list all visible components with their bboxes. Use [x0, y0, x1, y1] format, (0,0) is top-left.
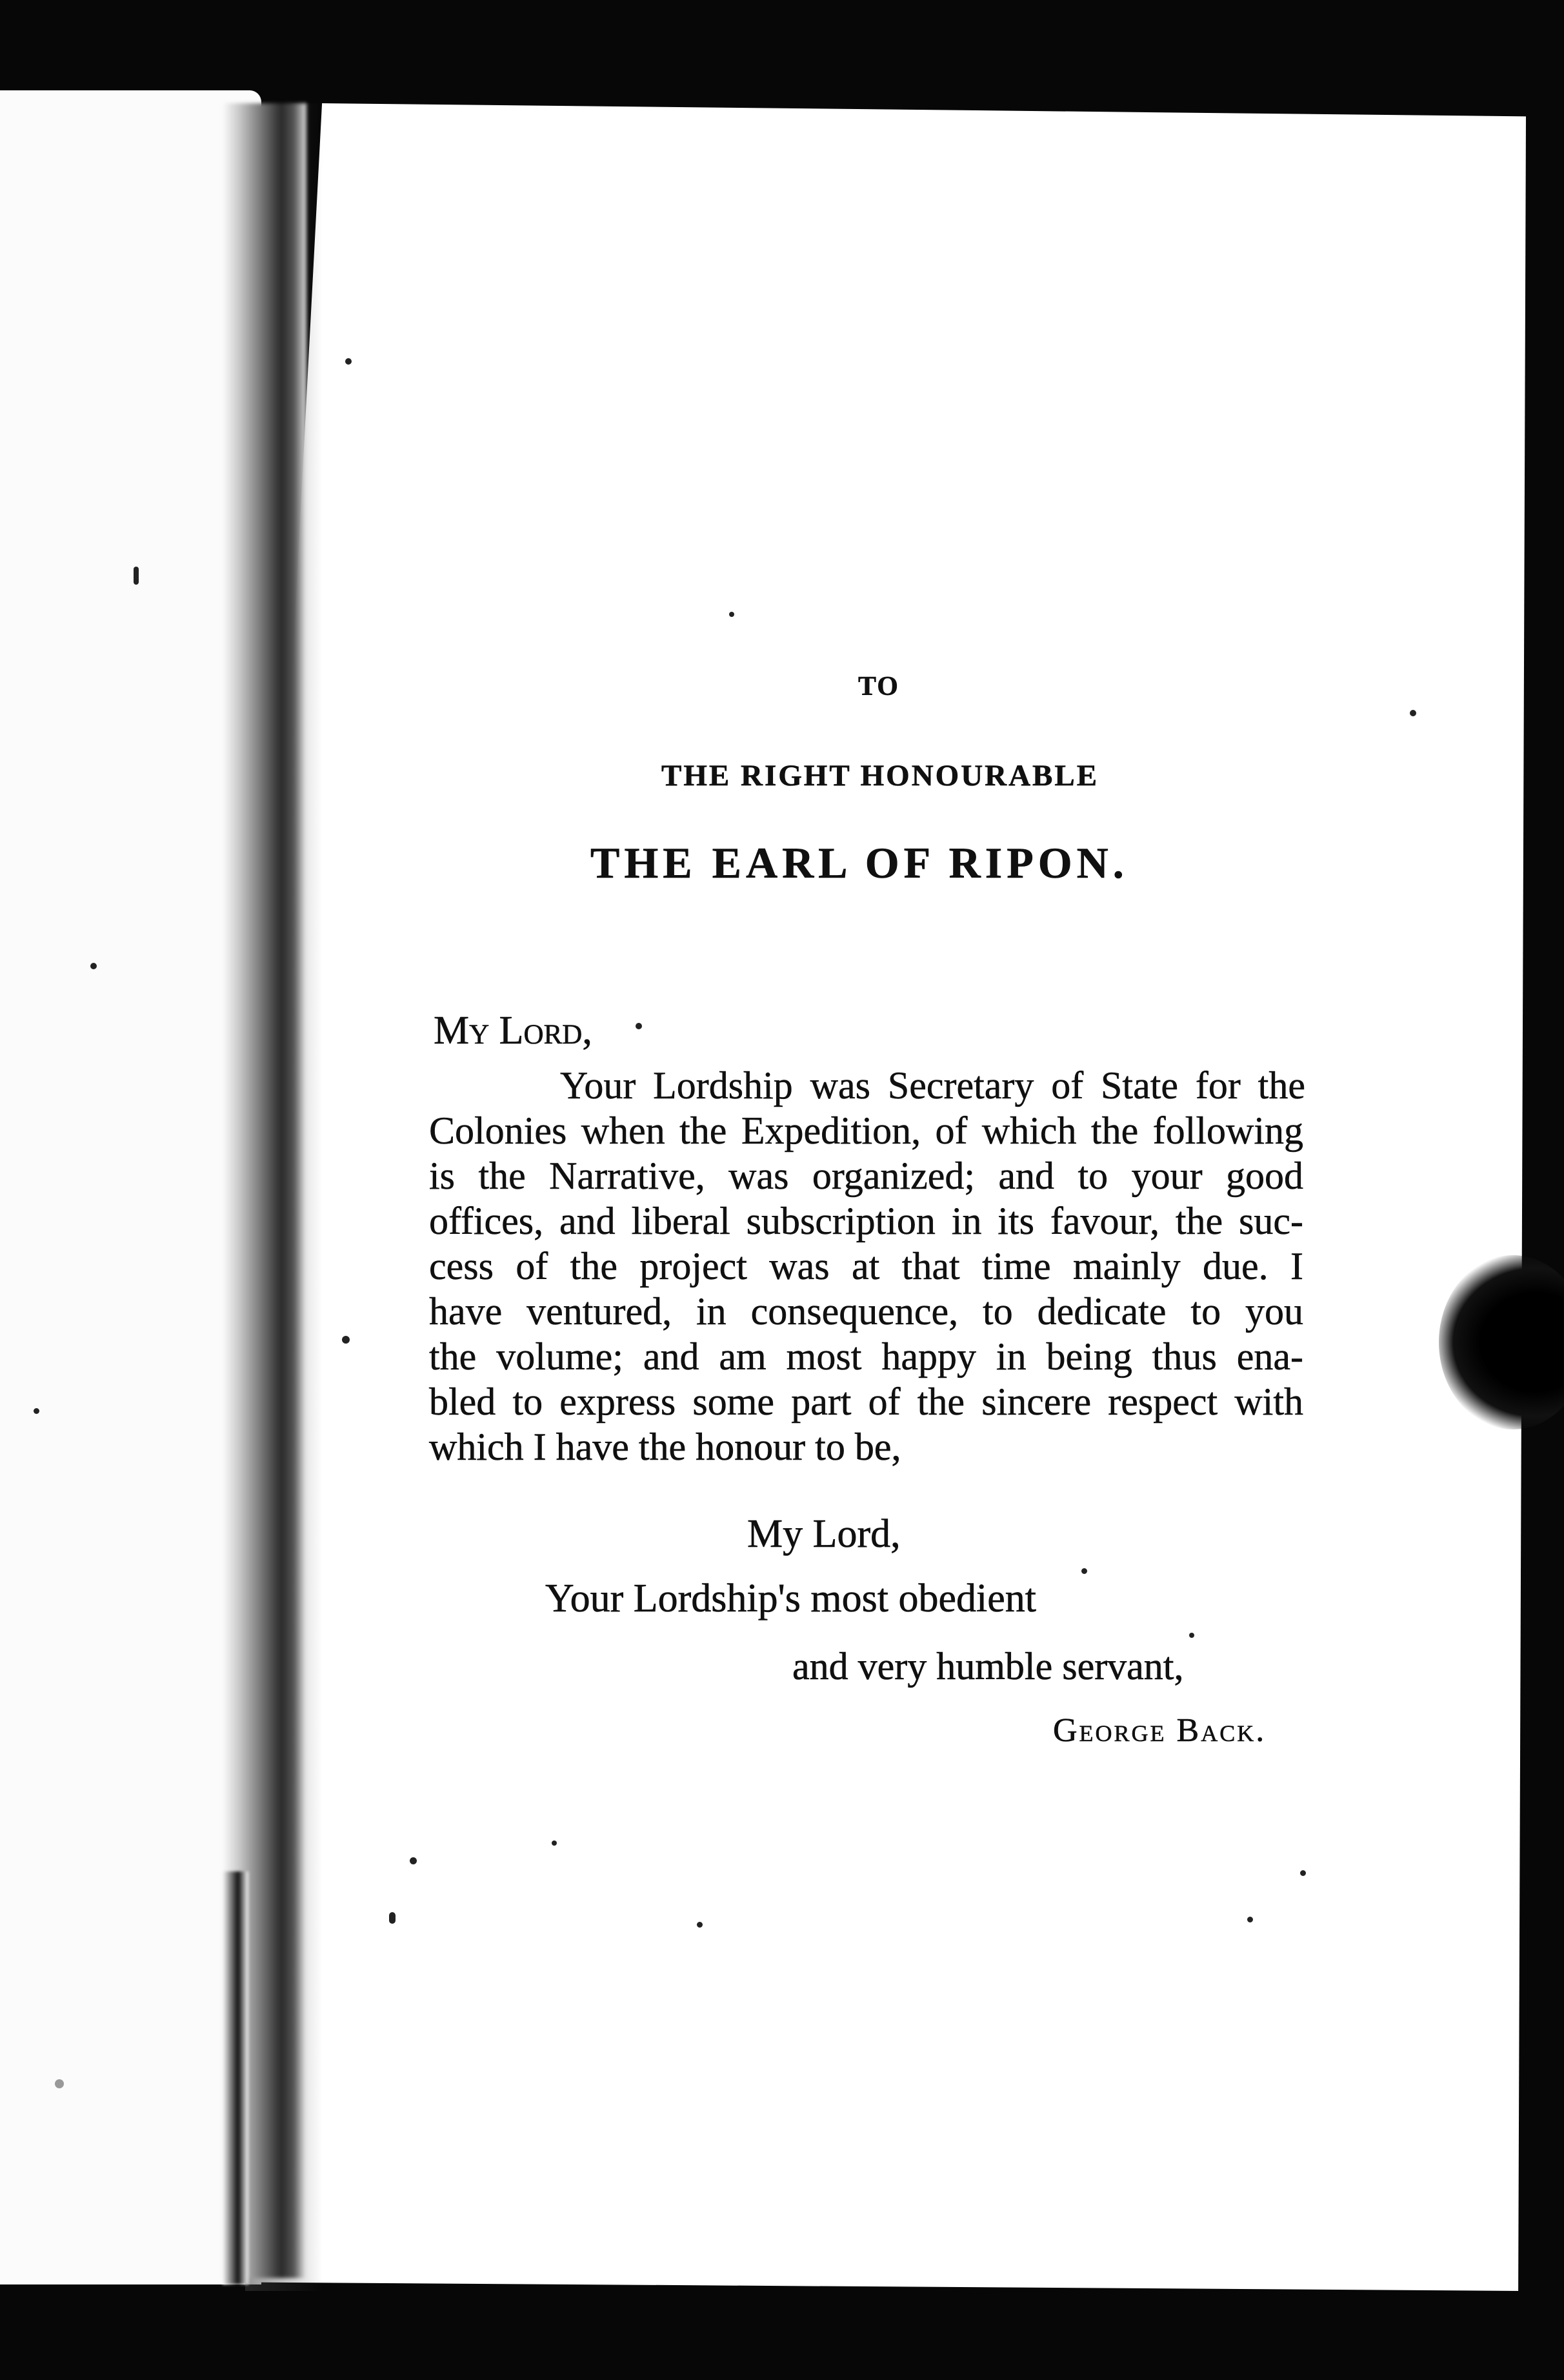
body-line-6: have ventured, in consequence, to dedicate to you [429, 1290, 1303, 1333]
scan-speck [1247, 1917, 1253, 1922]
closing-salutation: My Lord, [747, 1512, 901, 1556]
closing-line-2: and very humble servant, [792, 1645, 1184, 1688]
body-line-9: which I have the honour to be, [429, 1426, 901, 1468]
body-line-5: cess of the project was at that time mainly due. I [429, 1245, 1303, 1287]
dedication-to: TO [858, 672, 899, 701]
scan-speck [345, 358, 352, 365]
body-line-2: Colonies when the Expedition, of which the following [429, 1109, 1303, 1152]
body-line-3: is the Narrative, was organized; and to your good [429, 1155, 1303, 1197]
body-line-1: Your Lordship was Secretary of State for the [560, 1064, 1305, 1107]
book-gutter-edge [223, 1871, 248, 2284]
scan-speck [552, 1840, 557, 1846]
scan-speck [1189, 1633, 1194, 1638]
scan-speck [134, 567, 139, 585]
addressee-title: THE RIGHT HONOURABLE [661, 759, 1099, 792]
scan-speck [389, 1912, 396, 1924]
body-line-7: the volume; and am most happy in being thus ena- [429, 1335, 1303, 1378]
scan-speck [1410, 710, 1416, 716]
scan-speck [410, 1857, 417, 1864]
addressee-name: THE EARL OF RIPON. [590, 838, 1128, 887]
scan-speck [342, 1336, 350, 1344]
body-line-4: offices, and liberal subscription in its favour, the suc- [429, 1200, 1303, 1242]
scan-speck [1081, 1568, 1087, 1574]
signature: George Back. [1053, 1712, 1267, 1749]
scan-speck [1300, 1870, 1306, 1876]
closing-line-1: Your Lordship's most obedient [545, 1577, 1036, 1620]
scan-speck [697, 1922, 703, 1928]
scan-speck [55, 2079, 64, 2088]
scan-speck [34, 1408, 39, 1414]
scan-speck [729, 612, 734, 617]
salutation: My Lord, [434, 1009, 592, 1053]
scan-speck [90, 963, 97, 969]
body-line-8: bled to express some part of the sincere respect with [429, 1380, 1303, 1423]
scan-speck [636, 1023, 642, 1029]
